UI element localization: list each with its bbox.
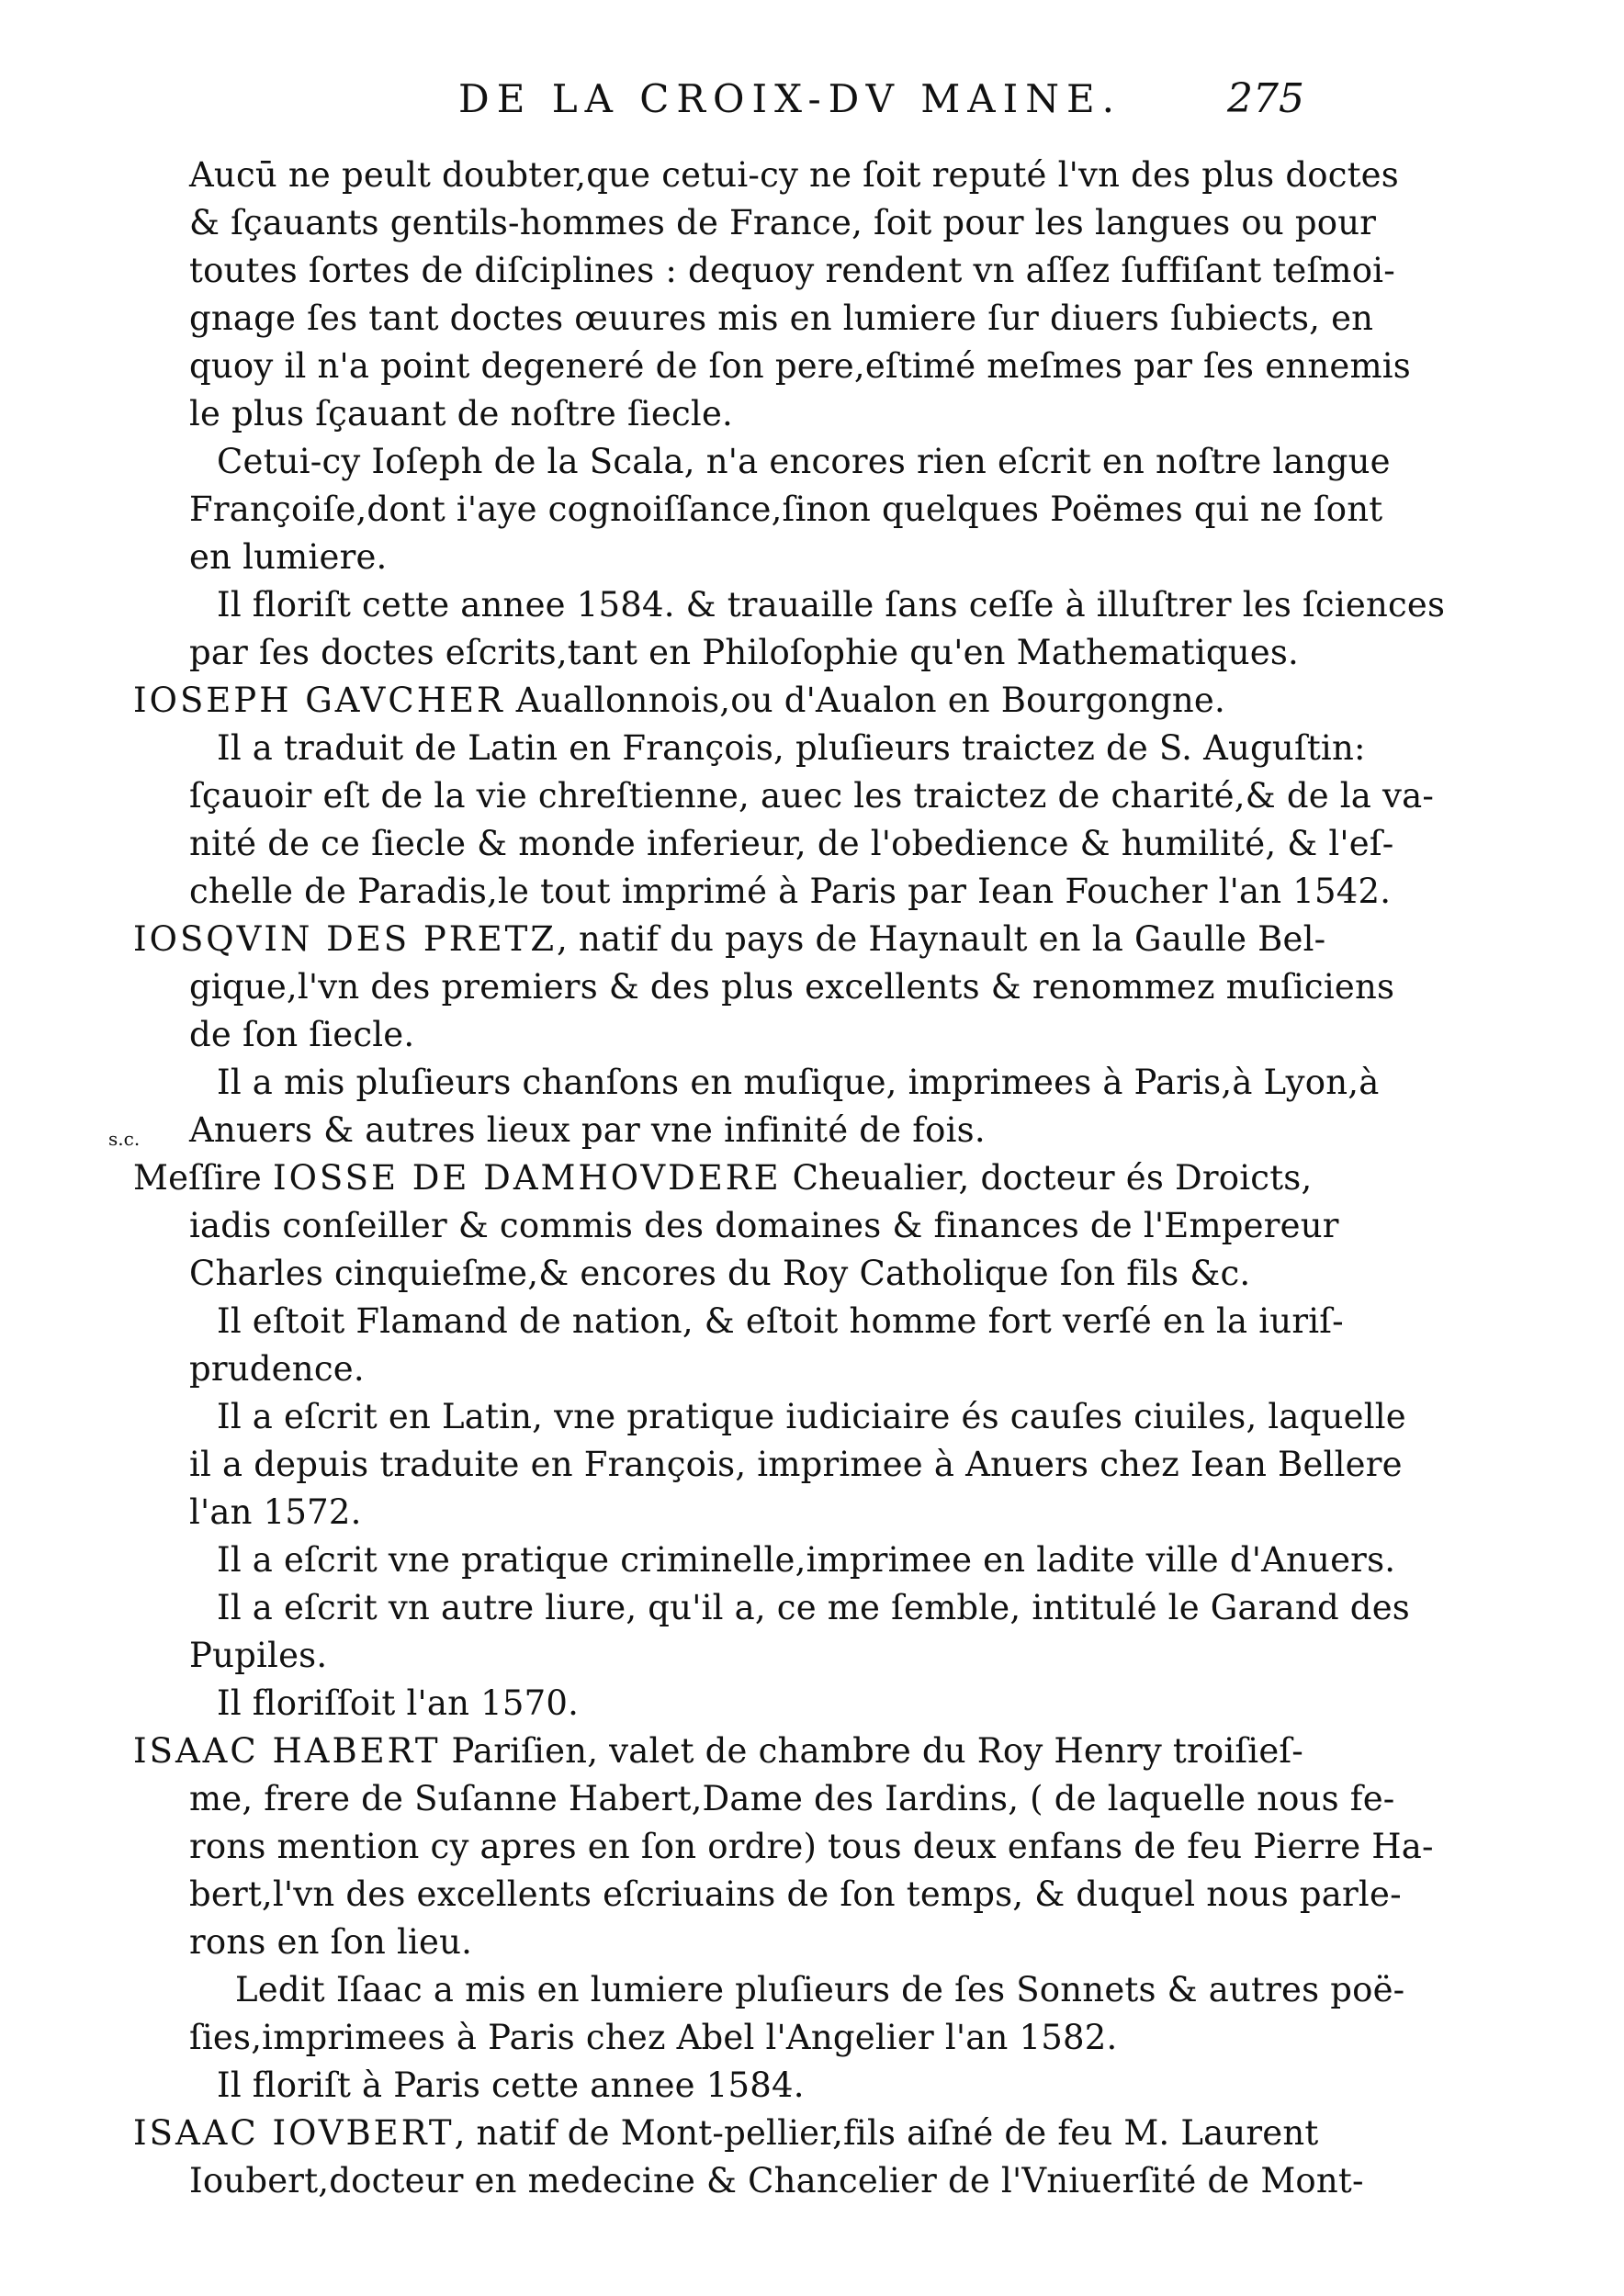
entry-name: IOSQVIN DES PRETZ [133,919,558,959]
text-line: il a depuis traduite en François, imprimee à Anuers chez Iean Bellere [189,1445,1403,1484]
text-line: quoy il n'a point degeneré de ſon pere,eſtimé meſmes par ſes ennemis [189,346,1411,386]
text-line: Il a eſcrit vne pratique criminelle,imprimee en ladite ville d'Anuers. [217,1540,1396,1580]
text-line: gique,l'vn des premiers & des plus excellents & renommez muſiciens [189,967,1395,1007]
text-line: par ſes doctes eſcrits,tant en Philoſophie qu'en Mathematiques. [189,633,1300,672]
text-line: Ioubert,docteur en medecine & Chancelier de l'Vniuerſité de Mont- [189,2161,1364,2200]
margin-note: s.c. [108,1128,141,1150]
entry-name: IOSEPH GAVCHER [133,681,505,720]
text-line: Françoiſe,dont i'aye cognoiſſance,ſinon quelques Poëmes qui ne ſont [189,490,1383,529]
text-line: Aucū ne peult doubter,que cetui-cy ne ſoit reputé l'vn des plus doctes [189,155,1399,195]
text-line: Il eſtoit Flamand de nation, & eſtoit homme fort verſé en la iuriſ- [217,1301,1344,1341]
text-line: nité de ce ſiecle & monde inferieur, de l'obedience & humilité, & l'eſ- [189,824,1394,863]
text-line: l'an 1572. [189,1492,362,1532]
text-line: rons mention cy apres en ſon ordre) tous deux enfans de feu Pierre Ha- [189,1827,1434,1866]
text-line: Il a traduit de Latin en François, pluſieurs traictez de S. Auguſtin: [217,728,1366,768]
text-line: & ſçauants gentils-hommes de France, ſoit pour les langues ou pour [189,203,1377,242]
text-line: ſies,imprimees à Paris chez Abel l'Angelier l'an 1582. [189,2018,1118,2057]
text-span: Pariſien, valet de chambre du Roy Henry troiſieſ- [451,1731,1304,1771]
text-line: Pupiles. [189,1636,328,1675]
text-line: gnage ſes tant doctes œuures mis en lumiere ſur diuers ſubiects, en [189,298,1374,338]
text-line: Il a eſcrit vn autre liure, qu'il a, ce me ſemble, intitulé le Garand des [217,1588,1410,1627]
entry-line [133,677,1225,725]
text-span: Cheualier, docteur és Droicts, [792,1158,1313,1198]
text-line: prudence. [189,1349,365,1389]
text-span: Meſſire [133,1158,262,1198]
text-span: , natif de Mont-pellier,fils aiſné de feu M. Laurent [454,2113,1319,2153]
text-line: toutes ſortes de diſciplines : dequoy rendent vn aſſez ſuffiſant teſmoi- [189,251,1395,290]
text-line: de ſon ſiecle. [189,1015,415,1054]
entry-name: IOSSE DE DAMHOVDERE [272,1158,782,1198]
text-line: ſçauoir eſt de la vie chreſtienne, auec les traictez de charité,& de la va- [189,776,1435,816]
entry-line [133,2110,1319,2157]
entry-line [133,1154,1312,1202]
text-line: Il floriſt à Paris cette annee 1584. [217,2065,805,2105]
text-line: iadis conſeiller & commis des domaines & finances de l'Empereur [189,1206,1339,1245]
text-line: Anuers & autres lieux par vne infinité de fois. [189,1110,986,1150]
text-line: Il a eſcrit en Latin, vne pratique iudiciaire és cauſes ciuiles, laquelle [217,1397,1406,1436]
page-number: 275 [1227,75,1304,122]
text-span: Auallonnois,ou d'Aualon en Bourgongne. [515,681,1225,720]
running-title: DE LA CROIX-DV MAINE. [458,76,1122,121]
text-line: bert,l'vn des excellents eſcriuains de ſon temps, & duquel nous parle- [189,1874,1402,1914]
text-line: Il a mis pluſieurs chanſons en muſique, imprimees à Paris,à Lyon,à [217,1063,1380,1102]
text-line: chelle de Paradis,le tout imprimé à Paris par Iean Foucher l'an 1542. [189,872,1392,911]
text-line: Cetui-cy Ioſeph de la Scala, n'a encores rien eſcrit en noſtre langue [217,442,1391,481]
text-line: me, frere de Suſanne Habert,Dame des Iardins, ( de laquelle nous fe- [189,1779,1395,1818]
entry-line [133,916,1325,963]
text-line: en lumiere. [189,537,388,577]
text-line: Il floriſt cette annee 1584. & trauaille ſans ceſſe à illuſtrer les ſciences [217,585,1446,625]
entry-name: ISAAC HABERT [133,1731,441,1771]
text-line: Ledit Iſaac a mis en lumiere pluſieurs de ſes Sonnets & autres poë- [235,1970,1405,2009]
entry-name: ISAAC IOVBERT [133,2113,455,2153]
text-line: le plus ſçauant de noſtre ſiecle. [189,394,734,433]
text-line: Charles cinquieſme,& encores du Roy Catholique ſon fils &c. [189,1254,1251,1293]
text-line: rons en ſon lieu. [189,1922,473,1962]
text-line: Il floriſſoit l'an 1570. [217,1683,580,1723]
entry-line [133,1728,1303,1775]
text-span: , natif du pays de Haynault en la Gaulle Bel- [557,919,1326,959]
